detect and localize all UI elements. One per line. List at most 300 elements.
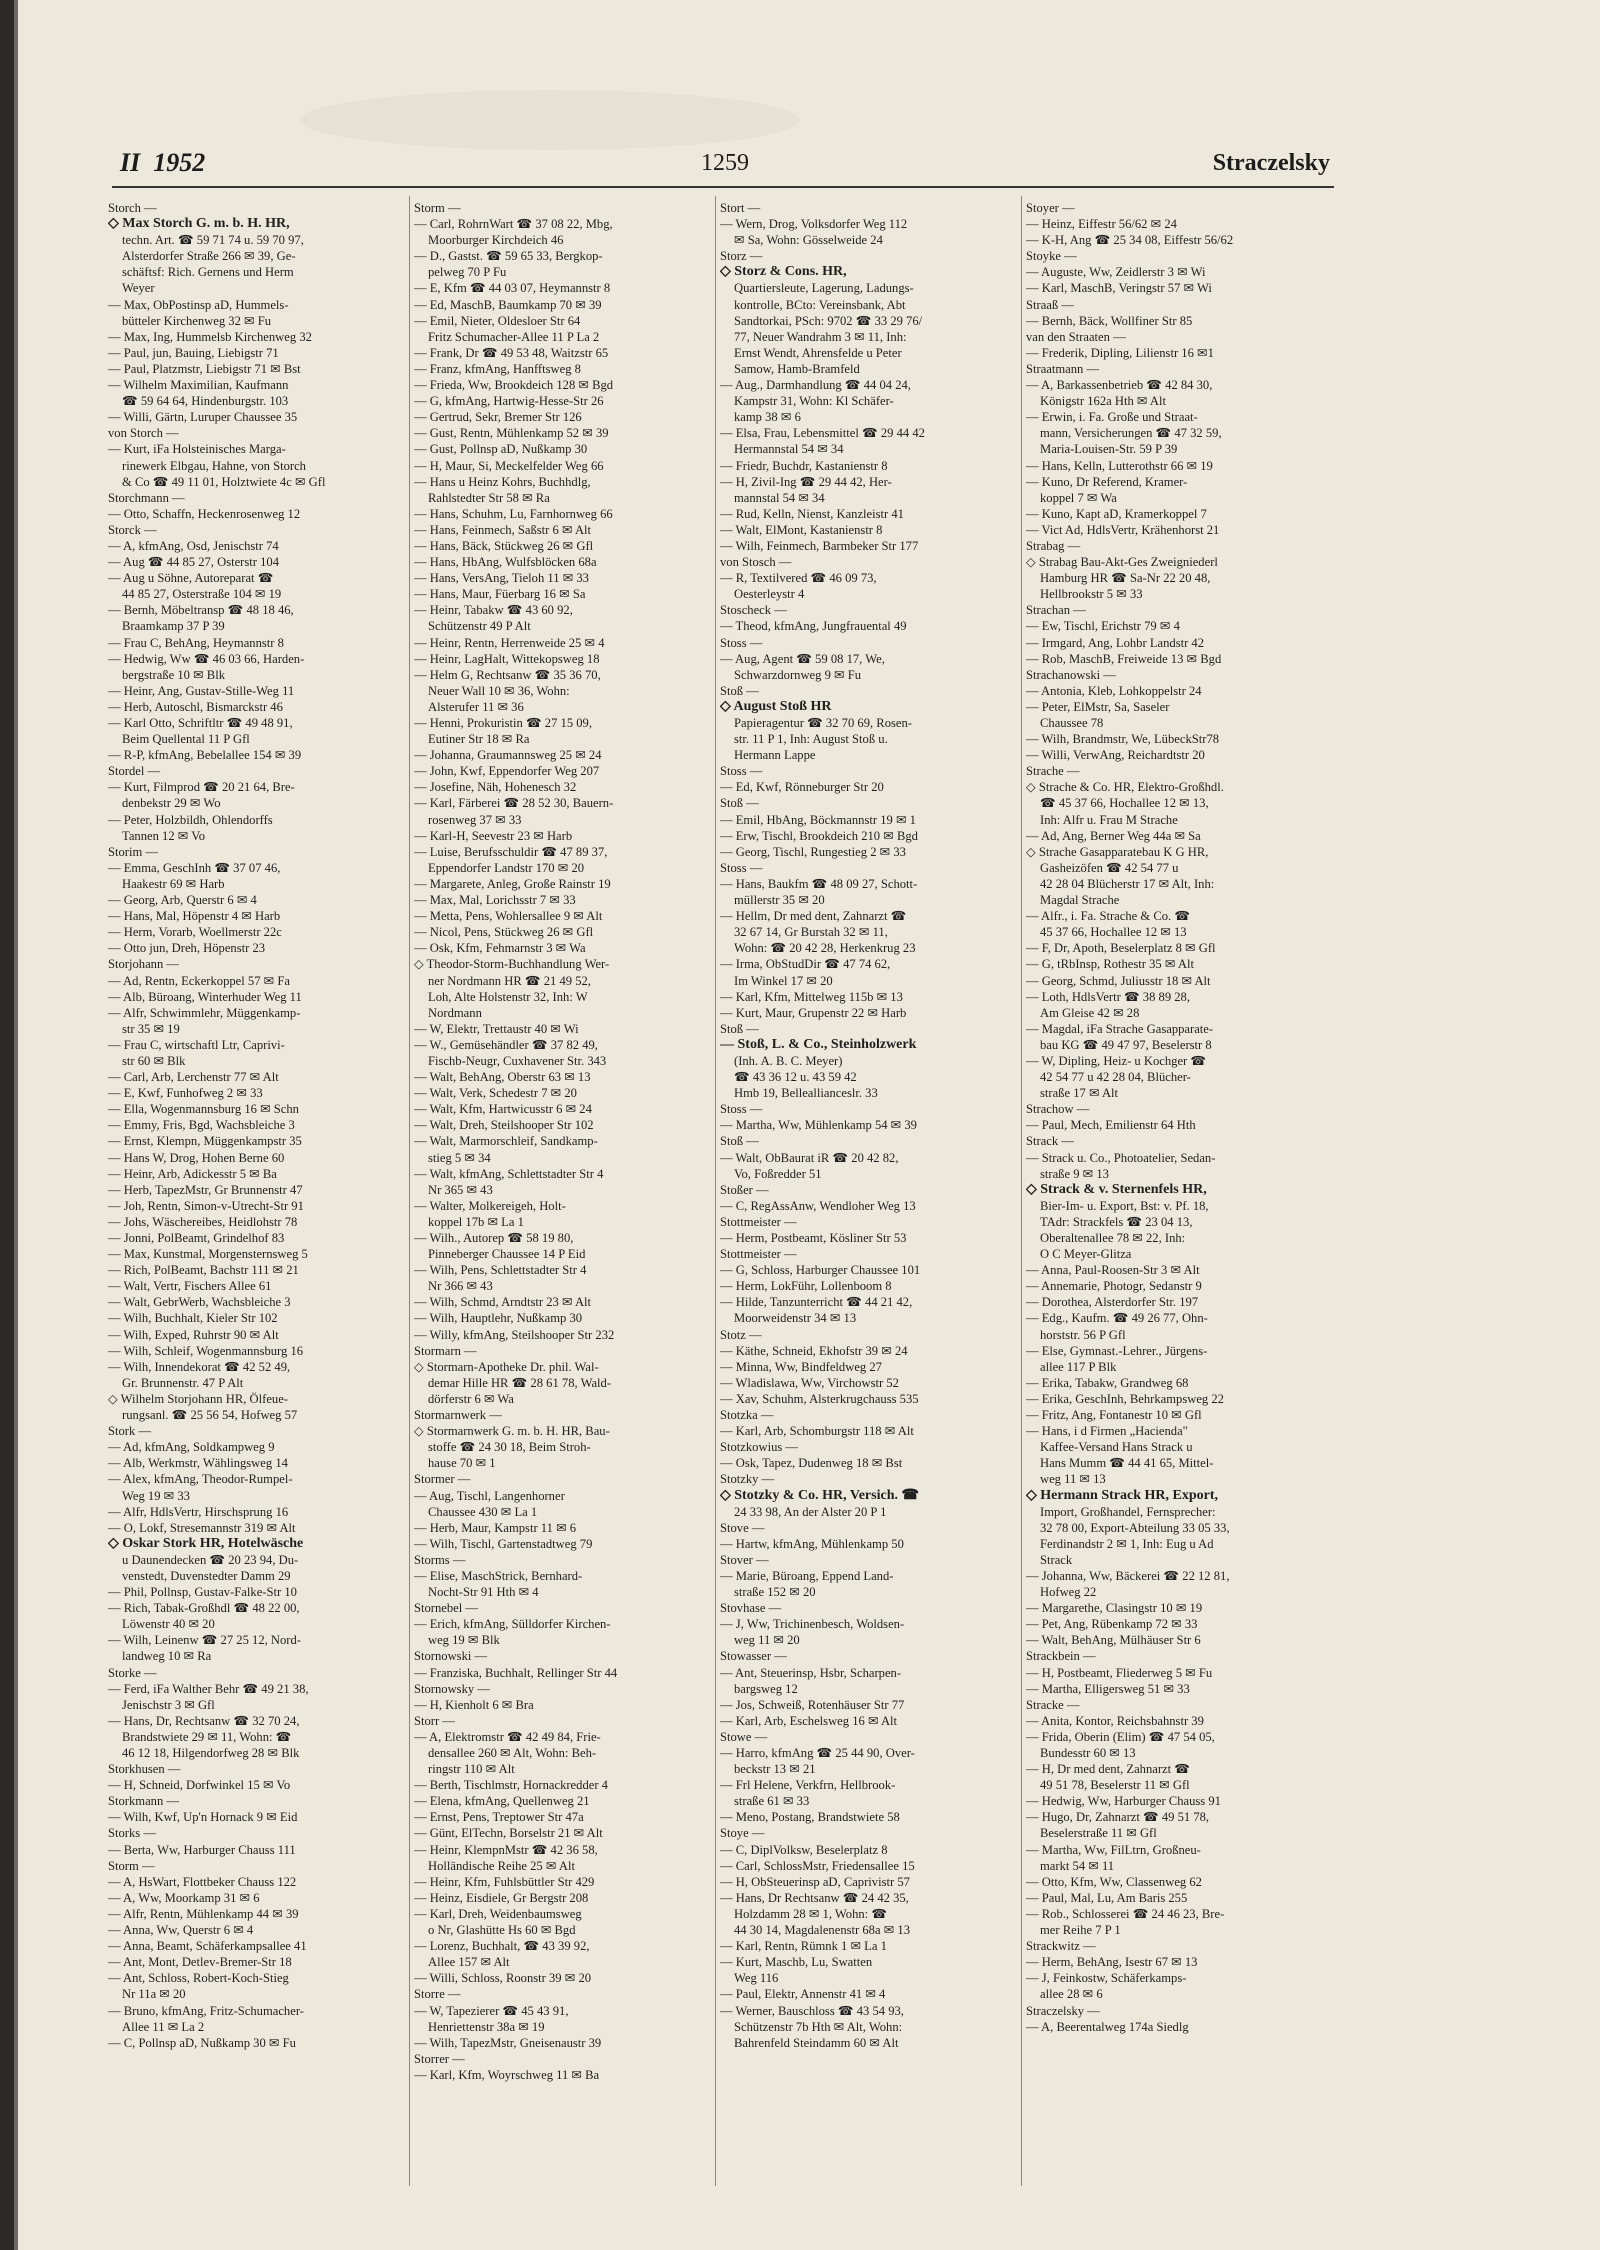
directory-entry: — Phil, Pollnsp, Gustav-Falke-Str 10 (108, 1585, 297, 1600)
surname-heading: Strachanowski — (1026, 667, 1116, 682)
directory-entry: — Max, Ing, Hummelsb Kirchenweg 32 (108, 329, 312, 344)
directory-entry: — Frl Helene, Verkfrn, Hellbrook- (720, 1778, 896, 1793)
directory-entry: — Frida, Oberin (Elim) ☎ 47 54 05, (1026, 1729, 1215, 1744)
directory-entry: — Walt, ElMont, Kastanienstr 8 (720, 522, 883, 537)
surname-heading: Straczelsky — (1026, 2003, 1100, 2018)
directory-entry: — Karl, Kfm, Mittelweg 115b ✉ 13 (720, 989, 903, 1004)
surname-heading: Strackwitz — (1026, 1939, 1096, 1954)
entry-continuation: ☎ 59 64 64, Hindenburgstr. 103 (122, 394, 289, 409)
directory-entry: — Auguste, Ww, Zeidlerstr 3 ✉ Wi (1026, 265, 1206, 280)
directory-entry: — Wilh, Feinmech, Barmbeker Str 177 (720, 538, 919, 553)
directory-entry: — Wilh., Autorep ☎ 58 19 80, (414, 1231, 574, 1245)
directory-entry: — Alex, kfmAng, Theodor-Rumpel- (108, 1472, 293, 1487)
directory-entry: — A, kfmAng, Osd, Jenischstr 74 (108, 538, 279, 553)
entry-continuation: rungsanl. ☎ 25 56 54, Hofweg 57 (122, 1408, 298, 1423)
surname-heading: Stoss — (720, 635, 763, 650)
directory-entry: — Hans, Feinmech, Saßstr 6 ✉ Alt (414, 522, 592, 537)
directory-entry: — Willi, Gärtn, Luruper Chaussee 35 (108, 410, 298, 425)
surname-heading: Straatmann — (1026, 361, 1100, 376)
directory-entry: — Karl, Arb, Schomburgstr 118 ✉ Alt (720, 1424, 914, 1439)
directory-column-1 (108, 200, 406, 2200)
directory-entry: — Frau C, BehAng, Heymannstr 8 (108, 635, 284, 650)
directory-entry: — Walt, ObBaurat iR ☎ 20 42 82, (720, 1150, 899, 1165)
directory-entry: — Willi, Schloss, Roonstr 39 ✉ 20 (414, 1971, 592, 1986)
surname-heading: Stove — (720, 1520, 765, 1535)
surname-heading: Stoß — (720, 1134, 759, 1149)
entry-continuation: Nr 365 ✉ 43 (428, 1182, 493, 1197)
entry-continuation: Bundesstr 60 ✉ 13 (1040, 1746, 1136, 1760)
entry-continuation: Hermann Lappe (734, 748, 816, 763)
directory-entry: — Walt, Kfm, Hartwicusstr 6 ✉ 24 (414, 1102, 592, 1117)
entry-continuation: Gr. Brunnenstr. 47 P Alt (122, 1375, 244, 1390)
surname-heading: von Storch — (108, 426, 179, 441)
header-rule (112, 186, 1334, 188)
surname-heading: Storck — (108, 522, 157, 537)
entry-continuation: ☎ 45 37 66, Hochallee 12 ✉ 13, (1040, 796, 1209, 811)
surname-heading: Stotzkowius — (720, 1440, 799, 1455)
surname-heading: Strackbein — (1026, 1649, 1096, 1664)
entry-continuation: Ernst Wendt, Ahrensfelde u Peter (734, 345, 902, 360)
directory-entry: — Georg, Arb, Querstr 6 ✉ 4 (108, 893, 257, 908)
directory-entry: — Carl, SchlossMstr, Friedensallee 15 (720, 1858, 915, 1873)
directory-entry: — Aug., Darmhandlung ☎ 44 04 24, (720, 378, 911, 393)
column-separator (715, 196, 716, 2186)
directory-entry: — Hans, Bäck, Stückweg 26 ✉ Gfl (414, 538, 594, 553)
entry-continuation: ☎ 43 36 12 u. 43 59 42 (734, 1070, 857, 1085)
directory-entry: ◇ Hermann Strack HR, Export, (1026, 1487, 1218, 1503)
directory-entry: — Ad, kfmAng, Soldkampweg 9 (108, 1440, 275, 1455)
directory-entry: — Heinr, KlempnMstr ☎ 42 36 58, (414, 1842, 598, 1857)
entry-continuation: rinewerk Elbgau, Hahne, von Storch (122, 458, 306, 473)
directory-entry: — Wilh, Innendekorat ☎ 42 52 49, (108, 1359, 291, 1374)
entry-continuation: straße 61 ✉ 33 (734, 1794, 810, 1809)
surname-heading: Storchmann — (108, 490, 185, 505)
directory-entry: — Hans, Dr, Rechtsanw ☎ 32 70 24, (108, 1713, 300, 1728)
entry-continuation: allee 117 P Blk (1040, 1359, 1117, 1374)
entry-continuation: Allee 157 ✉ Alt (428, 1955, 510, 1970)
directory-entry: — Heinr, Tabakw ☎ 43 60 92, (414, 603, 573, 618)
entry-continuation: Chaussee 78 (1040, 716, 1104, 730)
entry-continuation: weg 11 ✉ 20 (734, 1633, 800, 1648)
directory-entry: — Karl, Rentn, Rümnk 1 ✉ La 1 (720, 1939, 887, 1954)
directory-entry: — Paul, Elektr, Annenstr 41 ✉ 4 (720, 1987, 886, 2002)
directory-entry: — Fritz, Ang, Fontanestr 10 ✉ Gfl (1026, 1408, 1202, 1423)
directory-entry: — Alfr., i. Fa. Strache & Co. ☎ (1026, 909, 1191, 924)
directory-entry: — Georg, Tischl, Rungestieg 2 ✉ 33 (720, 844, 906, 859)
directory-entry: — Heinz, Eiffestr 56/62 ✉ 24 (1026, 217, 1177, 232)
directory-entry: — Irma, ObStudDir ☎ 47 74 62, (720, 957, 891, 972)
directory-entry: — Alb, Büroang, Winterhuder Weg 11 (108, 989, 302, 1004)
entry-continuation: horststr. 56 P Gfl (1040, 1327, 1126, 1342)
entry-continuation: Import, Großhandel, Fernsprecher: (1040, 1504, 1216, 1519)
entry-continuation: 49 51 78, Beselerstr 11 ✉ Gfl (1040, 1778, 1190, 1793)
entry-continuation: densallee 260 ✉ Alt, Wohn: Beh- (428, 1746, 597, 1760)
directory-entry: — Stoß, L. & Co., Steinholzwerk (720, 1036, 917, 1052)
directory-entry: — Paul, Platzmstr, Liebigstr 71 ✉ Bst (108, 361, 301, 376)
directory-entry: — Martha, Ww, Mühlenkamp 54 ✉ 39 (720, 1118, 917, 1133)
entry-continuation: Eutiner Str 18 ✉ Ra (428, 732, 530, 747)
directory-entry: — Wilh, Buchhalt, Kieler Str 102 (108, 1311, 278, 1326)
directory-entry: — K-H, Ang ☎ 25 34 08, Eiffestr 56/62 (1026, 233, 1234, 248)
directory-entry: ◇ Storz & Cons. HR, (720, 264, 847, 280)
directory-entry: — Erika, Tabakw, Grandweg 68 (1026, 1375, 1189, 1390)
directory-entry: — E, Kfm ☎ 44 03 07, Heymannstr 8 (414, 281, 611, 296)
entry-continuation: Schwarzdornweg 9 ✉ Fu (734, 667, 862, 682)
directory-entry: — Walt, Vertr, Fischers Allee 61 (108, 1279, 272, 1294)
entry-continuation: kontrolle, BCto: Vereinsbank, Abt (734, 297, 906, 312)
entry-continuation: bergstraße 10 ✉ Blk (122, 667, 226, 682)
entry-continuation: Nordmann (428, 1005, 482, 1020)
entry-continuation: Holländische Reihe 25 ✉ Alt (428, 1858, 575, 1873)
directory-entry: — J, Ww, Trichinenbesch, Woldsen- (720, 1617, 905, 1632)
directory-entry: — A, Elektromstr ☎ 42 49 84, Frie- (414, 1729, 601, 1744)
directory-entry: — C, RegAssAnw, Wendloher Weg 13 (720, 1198, 916, 1213)
directory-entry: — Ernst, Pens, Treptower Str 47a (414, 1810, 584, 1825)
entry-continuation: bütteler Kirchenweg 32 ✉ Fu (122, 313, 272, 328)
entry-continuation: str 60 ✉ Blk (122, 1053, 186, 1068)
directory-entry: — Frederik, Dipling, Lilienstr 16 ✉1 (1026, 345, 1214, 360)
directory-entry: — Erw, Tischl, Brookdeich 210 ✉ Bgd (720, 828, 918, 843)
surname-heading: Stotzka — (720, 1408, 774, 1423)
directory-entry: — Paul, Mal, Lu, Am Baris 255 (1026, 1890, 1188, 1905)
entry-continuation: (Inh. A. B. C. Meyer) (734, 1053, 843, 1068)
surname-heading: Stormer — (414, 1472, 471, 1487)
surname-heading: Storrer — (414, 2051, 465, 2066)
directory-entry: — G, kfmAng, Hartwig-Hesse-Str 26 (414, 394, 604, 409)
directory-entry: — Herb, Maur, Kampstr 11 ✉ 6 (414, 1520, 577, 1535)
entry-continuation: Jenischstr 3 ✉ Gfl (122, 1697, 215, 1712)
entry-continuation: koppel 7 ✉ Wa (1040, 490, 1117, 505)
entry-continuation: Ferdinandstr 2 ✉ 1, Inh: Eug u Ad (1040, 1536, 1214, 1551)
directory-entry: — Aug ☎ 44 85 27, Osterstr 104 (108, 555, 280, 570)
surname-heading: van den Straaten — (1026, 329, 1126, 344)
surname-heading: Stort — (720, 201, 761, 215)
entry-continuation: Papieragentur ☎ 32 70 69, Rosen- (734, 716, 912, 730)
surname-heading: Stordel — (108, 764, 161, 779)
surname-heading: Storz — (720, 249, 763, 264)
directory-entry: — Ed, MaschB, Baumkamp 70 ✉ 39 (414, 297, 602, 312)
surname-heading: Stover — (720, 1552, 769, 1567)
surname-heading: von Stosch — (720, 555, 792, 570)
entry-continuation: mann, Versicherungen ☎ 47 32 59, (1040, 426, 1222, 441)
directory-entry: — Ferd, iFa Walther Behr ☎ 49 21 38, (108, 1681, 309, 1696)
directory-entry: — Anna, Beamt, Schäferkampsallee 41 (108, 1939, 307, 1954)
surname-heading: Storkhusen — (108, 1762, 181, 1777)
directory-entry: ◇ Oskar Stork HR, Hotelwäsche (108, 1535, 304, 1551)
entry-continuation: Allee 11 ✉ La 2 (122, 2019, 205, 2034)
directory-entry: — Hans, HbAng, Wulfsblöcken 68a (414, 555, 597, 570)
entry-continuation: Hans Mumm ☎ 44 41 65, Mittel- (1040, 1456, 1214, 1471)
directory-entry: — Carl, Arb, Lerchenstr 77 ✉ Alt (108, 1070, 279, 1085)
directory-entry: ◇ Stotzky & Co. HR, Versich. ☎ (720, 1487, 919, 1503)
directory-entry: — Johanna, Ww, Bäckerei ☎ 22 12 81, (1026, 1568, 1230, 1583)
directory-entry: ◇ August Stoß HR (720, 698, 832, 714)
column-separator (1021, 196, 1022, 2186)
surname-heading: Stottmeister — (720, 1214, 797, 1229)
surname-heading: Stowe — (720, 1729, 768, 1744)
surname-heading: Storkmann — (108, 1794, 180, 1809)
directory-entry: — Max, Mal, Lorichsstr 7 ✉ 33 (414, 893, 576, 908)
entry-continuation: beckstr 13 ✉ 21 (734, 1762, 816, 1777)
directory-entry: — Herm, LokFühr, Lollenboom 8 (720, 1279, 892, 1294)
entry-continuation: Wohn: ☎ 20 42 28, Herkenkrug 23 (734, 941, 916, 956)
directory-entry: — Antonia, Kleb, Lohkoppelstr 24 (1026, 683, 1202, 698)
entry-continuation: Neuer Wall 10 ✉ 36, Wohn: (428, 683, 570, 698)
surname-heading: Stormarn — (414, 1343, 477, 1358)
directory-entry: — Rich, PolBeamt, Bachstr 111 ✉ 21 (108, 1263, 299, 1278)
directory-entry: — Walt, kfmAng, Schlettstadter Str 4 (414, 1166, 604, 1181)
directory-entry: — Ella, Wogenmannsburg 16 ✉ Schn (108, 1102, 299, 1117)
surname-heading: Stoye — (720, 1826, 765, 1841)
entry-continuation: straße 17 ✉ Alt (1040, 1086, 1119, 1101)
directory-entry: — Wilh, Exped, Ruhrstr 90 ✉ Alt (108, 1327, 279, 1342)
paper-stain (300, 90, 800, 150)
directory-column-2 (414, 200, 712, 2200)
entry-continuation: 42 28 04 Blücherstr 17 ✉ Alt, Inh: (1040, 876, 1215, 891)
directory-entry: — Kurt, Maschb, Lu, Swatten (720, 1955, 873, 1970)
directory-entry: — Heinr, Arb, Adickesstr 5 ✉ Ba (108, 1166, 277, 1181)
directory-entry: — Herm, BehAng, Isestr 67 ✉ 13 (1026, 1955, 1198, 1970)
surname-heading: Storim — (108, 844, 159, 859)
surname-heading: Storch — (108, 201, 157, 215)
directory-entry: — John, Kwf, Eppendorfer Weg 207 (414, 764, 600, 779)
entry-continuation: ringstr 110 ✉ Alt (428, 1762, 515, 1777)
directory-entry: — Hans, VersAng, Tieloh 11 ✉ 33 (414, 571, 589, 586)
surname-heading: Strack — (1026, 1134, 1074, 1149)
directory-entry: — Bernh, Bäck, Wollfiner Str 85 (1026, 313, 1193, 328)
directory-entry: — Xav, Schuhm, Alsterkrugchauss 535 (720, 1391, 919, 1406)
directory-entry: — Peter, Holzbildh, Ohlendorffs (108, 812, 273, 827)
entry-continuation: Tannen 12 ✉ Vo (122, 828, 206, 843)
entry-continuation: 46 12 18, Hilgendorfweg 28 ✉ Blk (122, 1746, 300, 1760)
entry-continuation: Löwenstr 40 ✉ 20 (122, 1617, 215, 1632)
entry-continuation: Oberaltenallee 78 ✉ 22, Inh: (1040, 1231, 1186, 1245)
directory-entry: — Alfr, Rentn, Mühlenkamp 44 ✉ 39 (108, 1906, 299, 1921)
directory-entry: — Walt, Marmorschleif, Sandkamp- (414, 1134, 598, 1149)
entry-continuation: Vo, Foßredder 51 (734, 1166, 822, 1181)
entry-continuation: & Co ☎ 49 11 01, Holztwiete 4c ✉ Gfl (122, 474, 326, 489)
directory-entry: — Lorenz, Buchhalt, ☎ 43 39 92, (414, 1939, 590, 1954)
entry-continuation: Bier-Im- u. Export, Bst: v. Pf. 18, (1040, 1198, 1209, 1213)
directory-entry: — Hans, Schuhm, Lu, Farnhornweg 66 (414, 506, 613, 521)
entry-continuation: O C Meyer-Glitza (1040, 1247, 1132, 1262)
directory-entry: — Strack u. Co., Photoatelier, Sedan- (1026, 1150, 1216, 1165)
directory-entry: — Irmgard, Ang, Lohbr Landstr 42 (1026, 635, 1205, 650)
directory-entry: — Wladislawa, Ww, Virchowstr 52 (720, 1375, 899, 1390)
directory-entry: — Theod, kfmAng, Jungfrauental 49 (720, 619, 907, 634)
directory-entry: — Else, Gymnast.-Lehrer., Jürgens- (1026, 1343, 1208, 1358)
directory-entry: — Berth, Tischlmstr, Hornackredder 4 (414, 1778, 608, 1793)
entry-continuation: allee 28 ✉ 6 (1040, 1987, 1103, 2002)
entry-continuation: Königstr 162a Hth ✉ Alt (1040, 394, 1166, 409)
directory-entry: — Hans, Dr Rechtsanw ☎ 24 42 35, (720, 1890, 909, 1905)
directory-entry: — Elena, kfmAng, Quellenweg 21 (414, 1794, 590, 1809)
entry-continuation: 77, Neuer Wandrahm 3 ✉ 11, Inh: (734, 329, 907, 344)
directory-entry: — W., Gemüsehändler ☎ 37 82 49, (414, 1037, 598, 1052)
directory-entry: ◇ Stormarnwerk G. m. b. H. HR, Bau- (414, 1424, 610, 1439)
directory-entry: — J, Feinkostw, Schäferkamps- (1026, 1971, 1187, 1986)
entry-continuation: hause 70 ✉ 1 (428, 1456, 496, 1471)
surname-heading: Stotzky — (720, 1472, 775, 1487)
directory-entry: — Hans u Heinz Kohrs, Buchhdlg, (414, 474, 591, 489)
directory-entry: — Bernh, Möbeltransp ☎ 48 18 46, (108, 603, 294, 618)
directory-entry: — Harro, kfmAng ☎ 25 44 90, Over- (720, 1746, 915, 1760)
directory-entry: — Pet, Ang, Rübenkamp 72 ✉ 33 (1026, 1617, 1198, 1632)
directory-entry: — Heinr, Ang, Gustav-Stille-Weg 11 (108, 683, 295, 698)
surname-heading: Stracke — (1026, 1697, 1080, 1712)
entry-continuation: demar Hille HR ☎ 28 61 78, Wald- (428, 1375, 612, 1390)
entry-continuation: Am Gleise 42 ✉ 28 (1040, 1005, 1140, 1020)
entry-continuation: Kampstr 31, Wohn: Kl Schäfer- (734, 394, 894, 409)
directory-entry: — Alfr, Schwimmlehr, Müggenkamp- (108, 1005, 301, 1020)
surname-heading: Storms — (414, 1552, 466, 1567)
directory-entry: — Heinz, Eisdiele, Gr Bergstr 208 (414, 1890, 589, 1905)
entry-continuation: ner Nordmann HR ☎ 21 49 52, (428, 973, 591, 988)
directory-entry: — Helm G, Rechtsanw ☎ 35 36 70, (414, 667, 601, 682)
directory-entry: — Wern, Drog, Volksdorfer Weg 112 (720, 217, 908, 232)
directory-entry: ◇ Strache Gasapparatebau K G HR, (1026, 844, 1209, 859)
entry-continuation: Hofweg 22 (1040, 1585, 1097, 1600)
entry-continuation: Kaffee-Versand Hans Strack u (1040, 1440, 1193, 1455)
directory-entry: — Hilde, Tanzunterricht ☎ 44 21 42, (720, 1295, 913, 1310)
year-label: 1952 (153, 148, 206, 177)
entry-continuation: Eppendorfer Landstr 170 ✉ 20 (428, 860, 585, 875)
surname-heading: Stork — (108, 1424, 152, 1439)
entry-continuation: rosenweg 37 ✉ 33 (428, 812, 522, 827)
directory-entry: — Gust, Pollnsp aD, Nußkamp 30 (414, 442, 588, 457)
directory-entry: — Walt, GebrWerb, Wachsbleiche 3 (108, 1295, 291, 1310)
directory-entry: — E, Kwf, Funhofweg 2 ✉ 33 (108, 1086, 263, 1101)
directory-column-4 (1026, 200, 1324, 2200)
entry-continuation: Maria-Louisen-Str. 59 P 39 (1040, 442, 1178, 457)
directory-entry: — Josefine, Näh, Hohenesch 32 (414, 780, 577, 795)
surname-heading: Stoyke — (1026, 249, 1077, 264)
entry-continuation: stoffe ☎ 24 30 18, Beim Stroh- (428, 1440, 591, 1455)
surname-heading: Stoscheck — (720, 603, 787, 618)
directory-entry: — H, Dr med dent, Zahnarzt ☎ (1026, 1762, 1190, 1777)
directory-entry: — C, DiplVolksw, Beselerplatz 8 (720, 1842, 888, 1857)
entry-continuation: Im Winkel 17 ✉ 20 (734, 973, 833, 988)
directory-entry: — Aug u Söhne, Autoreparat ☎ (108, 571, 274, 586)
entry-continuation: Beselerstraße 11 ✉ Gfl (1040, 1826, 1157, 1841)
surname-heading: Storke — (108, 1665, 157, 1680)
surname-heading: Stowasser — (720, 1649, 787, 1664)
directory-entry: — Erwin, i. Fa. Große und Straat- (1026, 410, 1198, 425)
directory-entry: — C, Pollnsp aD, Nußkamp 30 ✉ Fu (108, 2035, 296, 2050)
directory-entry: ◇ Stormarn-Apotheke Dr. phil. Wal- (414, 1359, 599, 1374)
surname-heading: Storr — (414, 1713, 455, 1728)
directory-entry: — Kurt, iFa Holsteinisches Marga- (108, 442, 286, 457)
directory-entry: — Berta, Ww, Harburger Chauss 111 (108, 1842, 296, 1857)
entry-continuation: Weg 116 (734, 1971, 779, 1986)
surname-heading: Stoßer — (720, 1182, 769, 1197)
directory-entry: — Hans, Baukfm ☎ 48 09 27, Schott- (720, 876, 918, 891)
directory-entry: — Ant, Steuerinsp, Hsbr, Scharpen- (720, 1665, 902, 1680)
surname-heading: Strache — (1026, 764, 1080, 779)
column-separator (409, 196, 410, 2186)
entry-continuation: Hellbrookstr 5 ✉ 33 (1040, 587, 1143, 602)
directory-entry: — Gust, Rentn, Mühlenkamp 52 ✉ 39 (414, 426, 609, 441)
directory-entry: — Willi, VerwAng, Reichardtstr 20 (1026, 748, 1205, 763)
directory-entry: — H, Kienholt 6 ✉ Bra (414, 1697, 534, 1712)
directory-entry: — A, HsWart, Flottbeker Chauss 122 (108, 1874, 297, 1889)
entry-continuation: 44 30 14, Magdalenenstr 68a ✉ 13 (734, 1923, 910, 1938)
directory-entry: — Otto, Kfm, Ww, Classenweg 62 (1026, 1874, 1202, 1889)
directory-entry: — Nicol, Pens, Stückweg 26 ✉ Gfl (414, 925, 594, 940)
directory-entry: — Walt, BehAng, Oberstr 63 ✉ 13 (414, 1070, 591, 1085)
entry-continuation: Hermannstal 54 ✉ 34 (734, 442, 844, 457)
directory-entry: — Carl, RohrnWart ☎ 37 08 22, Mbg, (414, 217, 613, 232)
directory-entry: — Ad, Ang, Berner Weg 44a ✉ Sa (1026, 828, 1201, 843)
directory-entry: — Otto jun, Dreh, Höpenstr 23 (108, 941, 266, 956)
directory-entry: — Alb, Werkmstr, Wählingsweg 14 (108, 1456, 288, 1471)
directory-entry: — Karl, Kfm, Woyrschweg 11 ✉ Ba (414, 2067, 600, 2082)
entry-continuation: Alsterdorfer Straße 266 ✉ 39, Ge- (122, 249, 296, 264)
entry-continuation: müllerstr 35 ✉ 20 (734, 893, 825, 908)
directory-entry: — Walter, Molkereigeh, Holt- (414, 1198, 566, 1213)
entry-continuation: denbekstr 29 ✉ Wo (122, 796, 221, 811)
directory-entry: — Günt, ElTechn, Borselstr 21 ✉ Alt (414, 1826, 603, 1841)
directory-entry: — D., Gastst. ☎ 59 65 33, Bergkop- (414, 249, 603, 264)
directory-entry: — Erika, GeschInh, Behrkampsweg 22 (1026, 1391, 1224, 1406)
entry-continuation: mannstal 54 ✉ 34 (734, 490, 825, 505)
surname-heading: Storm — (108, 1858, 155, 1873)
directory-entry: — Hans, i d Firmen „Hacienda" (1026, 1424, 1188, 1439)
directory-entry: — A, Beerentalweg 174a Siedlg (1026, 2019, 1189, 2034)
directory-entry: — Wilh, Tischl, Gartenstadtweg 79 (414, 1536, 593, 1551)
entry-continuation: Moorweidenstr 34 ✉ 13 (734, 1311, 857, 1326)
surname-heading: Strabag — (1026, 538, 1081, 553)
directory-entry: — Rud, Kelln, Nienst, Kanzleistr 41 (720, 506, 904, 521)
directory-entry: — Edg., Kaufm. ☎ 49 26 77, Ohn- (1026, 1311, 1208, 1326)
directory-entry: — Luise, Berufsschuldir ☎ 47 89 37, (414, 844, 608, 859)
directory-entry: — Franz, kfmAng, Hanfftsweg 8 (414, 361, 581, 376)
entry-continuation: Braamkamp 37 P 39 (122, 619, 225, 634)
entry-continuation: Weg 19 ✉ 33 (122, 1488, 190, 1503)
surname-heading: Storks — (108, 1826, 156, 1841)
binding-edge-shadow (14, 0, 18, 2250)
directory-entry: — Karl Otto, Schriftltr ☎ 49 48 91, (108, 716, 293, 730)
directory-entry: — Rob., Schlosserei ☎ 24 46 23, Bre- (1026, 1906, 1225, 1921)
surname-heading: Stoss — (720, 1102, 763, 1117)
entry-continuation: Oesterleystr 4 (734, 587, 805, 602)
surname-heading: Storre — (414, 1987, 461, 2002)
entry-continuation: Chaussee 430 ✉ La 1 (428, 1504, 538, 1519)
directory-entry: — Anna, Ww, Querstr 6 ✉ 4 (108, 1923, 254, 1938)
directory-entry: — Bruno, kfmAng, Fritz-Schumacher- (108, 2003, 304, 2018)
directory-entry: — Otto, Schaffn, Heckenrosenweg 12 (108, 506, 301, 521)
surname-heading: Stoß — (720, 683, 759, 698)
directory-entry: — Wilhelm Maximilian, Kaufmann (108, 378, 289, 393)
entry-continuation: Fischb-Neugr, Cuxhavener Str. 343 (428, 1053, 607, 1068)
directory-entry: — G, tRbInsp, Rothestr 35 ✉ Alt (1026, 957, 1194, 972)
directory-entry: — Karl, Dreh, Weidenbaumsweg (414, 1906, 582, 1921)
entry-continuation: 45 37 66, Hochallee 12 ✉ 13 (1040, 925, 1187, 940)
directory-entry: — Wilh, Pens, Schlettstadter Str 4 (414, 1263, 587, 1278)
directory-entry: — Frieda, Ww, Brookdeich 128 ✉ Bgd (414, 378, 614, 393)
directory-column-3 (720, 200, 1018, 2200)
entry-continuation: Weyer (122, 281, 155, 296)
entry-continuation: Rahlstedter Str 58 ✉ Ra (428, 490, 550, 505)
directory-entry: — Emma, GeschInh ☎ 37 07 46, (108, 860, 281, 875)
directory-entry: — Magdal, iFa Strache Gasapparate- (1026, 1021, 1214, 1036)
directory-entry: — Osk, Tapez, Dudenweg 18 ✉ Bst (720, 1456, 903, 1471)
directory-entry: — Minna, Ww, Bindfeldweg 27 (720, 1359, 882, 1374)
directory-entry: — Aug, Tischl, Langenhorner (414, 1488, 565, 1503)
directory-entry: — Kuno, Kapt aD, Kramerkoppel 7 (1026, 506, 1207, 521)
directory-entry: — Herb, Autoschl, Bismarckstr 46 (108, 699, 283, 714)
entry-continuation: Beim Quellental 11 P Gfl (122, 732, 250, 747)
